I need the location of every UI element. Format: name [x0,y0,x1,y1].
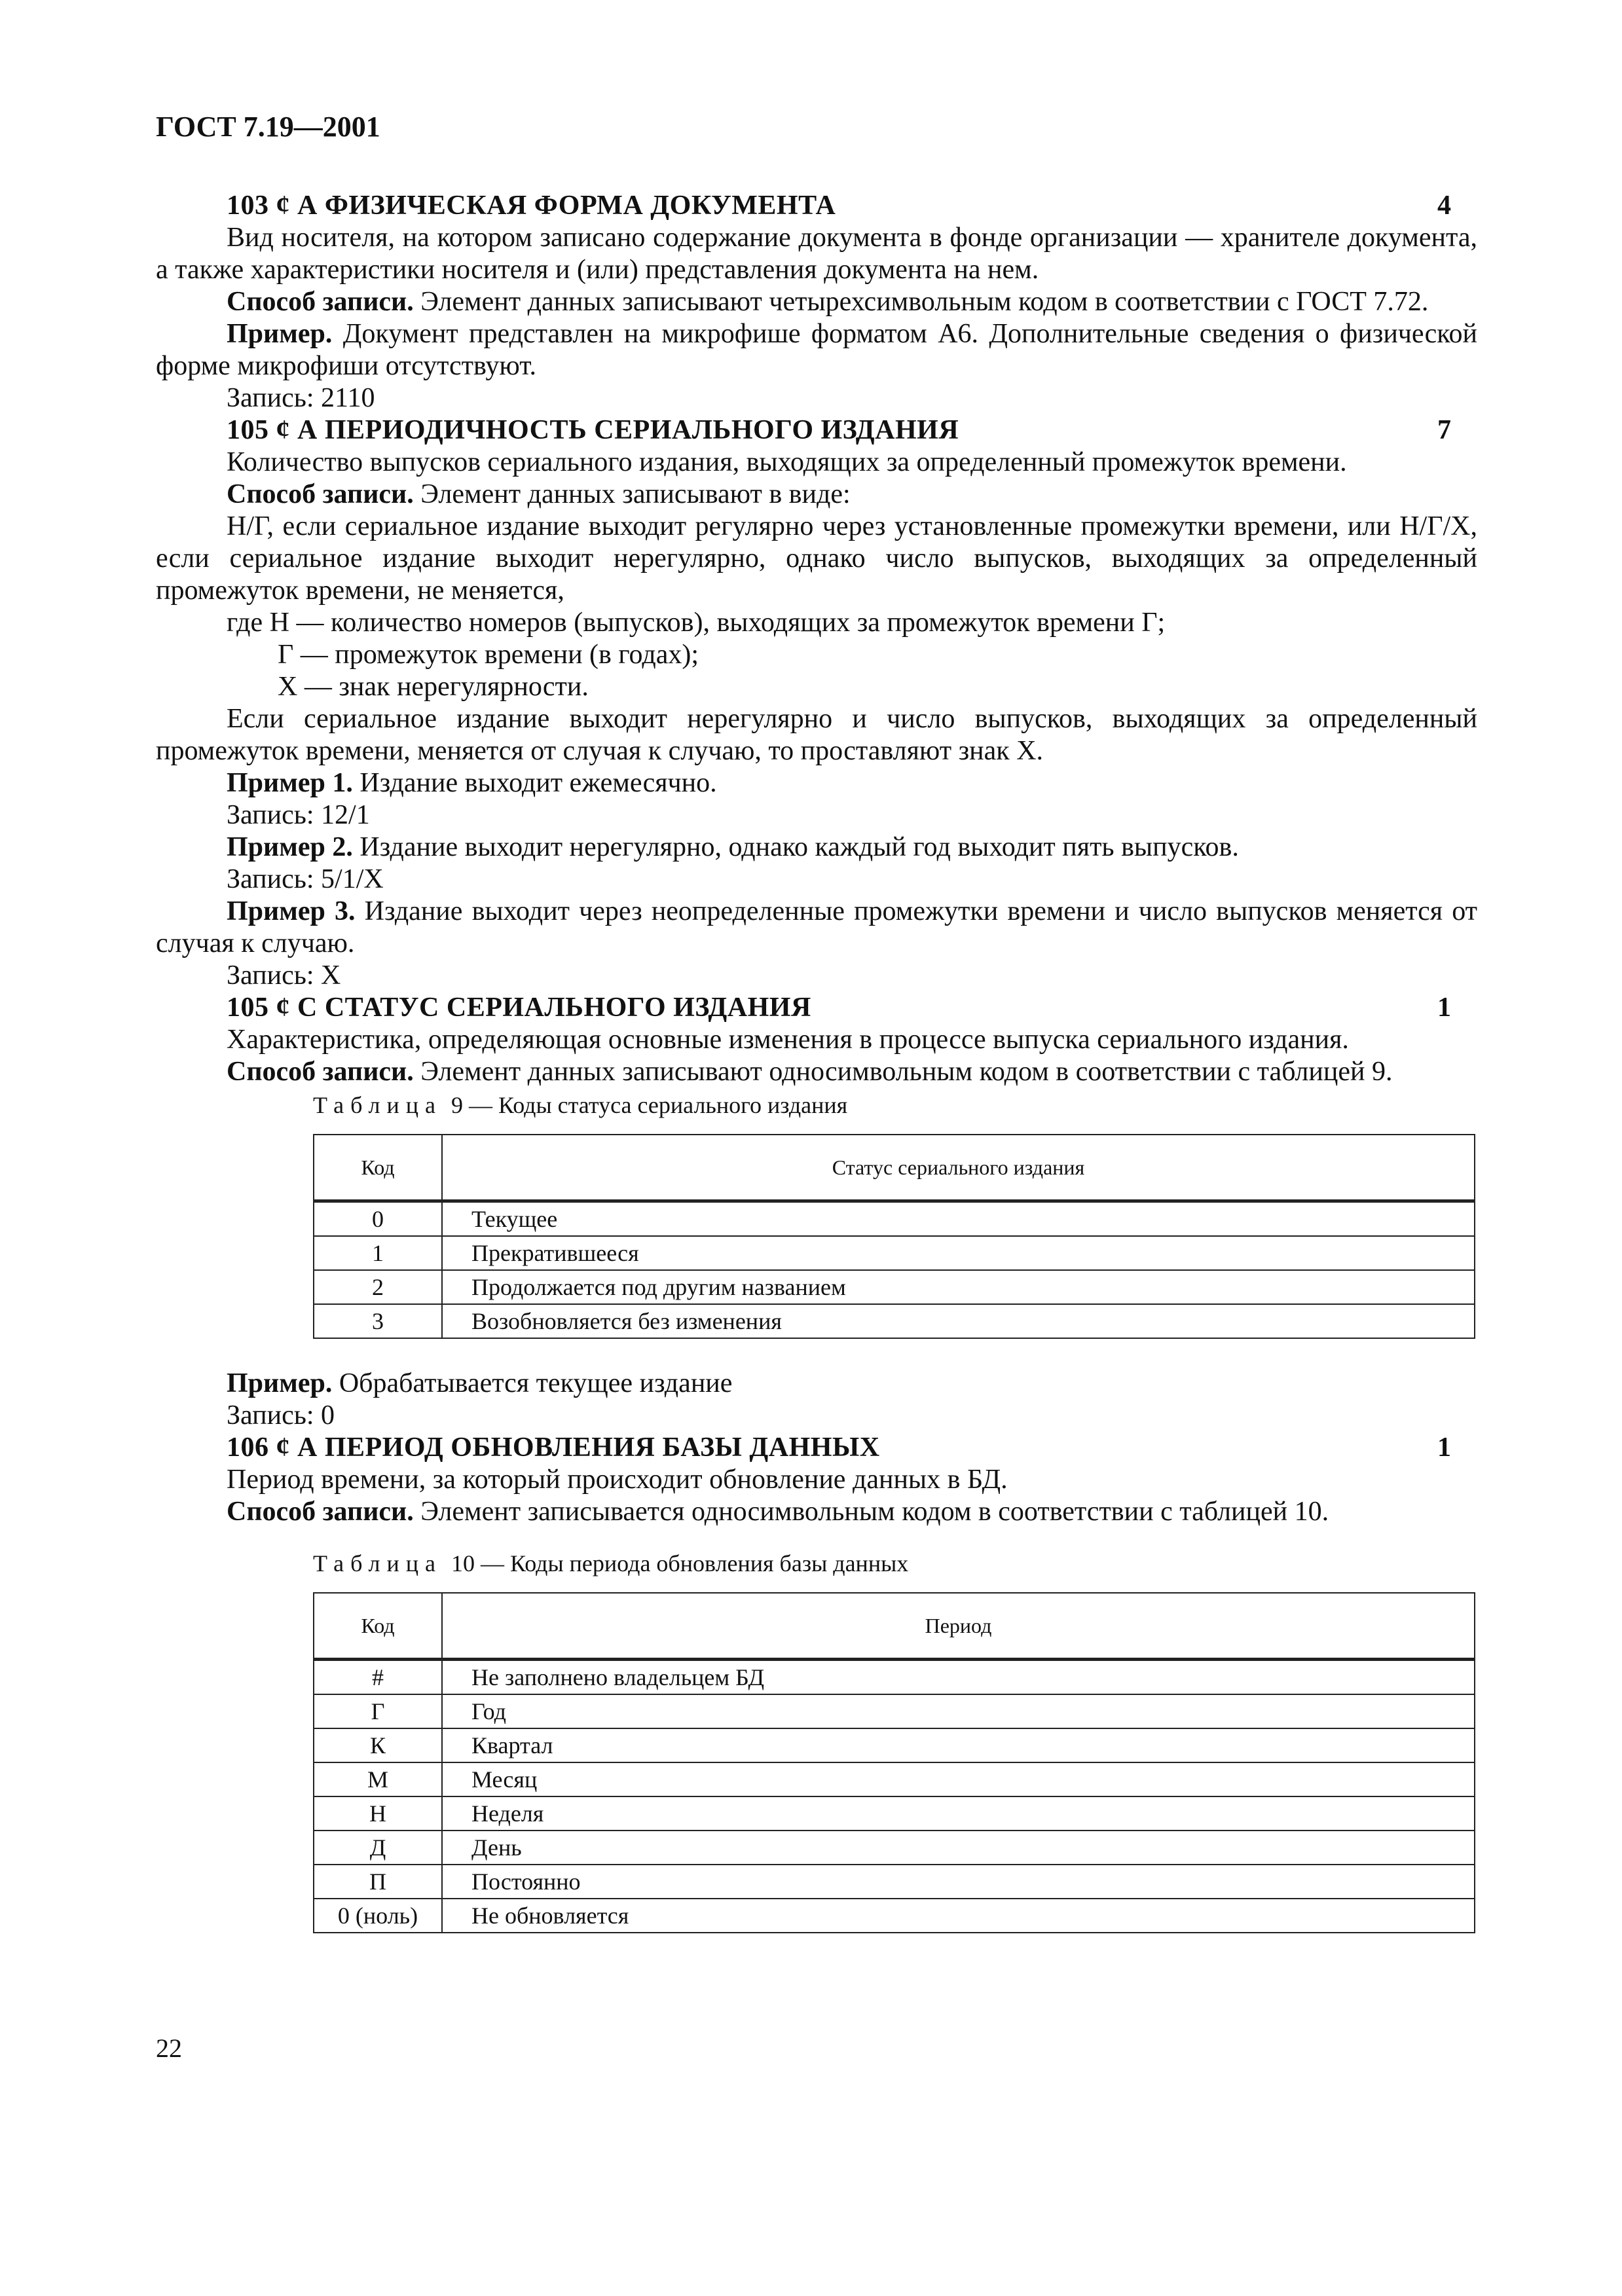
table-cell-name: Неделя [442,1796,1475,1831]
definition-line: Г — промежуток времени (в годах); [278,640,699,670]
method-paragraph [156,1056,1477,1088]
table-caption [313,1091,1477,1120]
record-line: Запись: 2110 [227,383,375,413]
element-title: 105 ¢ А ПЕРИОДИЧНОСТЬ СЕРИАЛЬНОГО ИЗДАНИЯ [227,415,959,445]
example-label: Пример 1. [227,768,353,798]
table-cell-name: Прекратившееся [442,1236,1475,1270]
table-row [314,1304,1475,1338]
table-row [314,1236,1475,1270]
example-paragraph [156,767,1477,799]
element-title: 106 ¢ А ПЕРИОД ОБНОВЛЕНИЯ БАЗЫ ДАННЫХ [227,1432,880,1463]
table-cell-name: Не заполнено владельцем БД [442,1660,1475,1695]
table-cell-code: М [314,1762,442,1796]
record-line: Запись: 5/1/Х [227,864,384,894]
table-cell-name: День [442,1831,1475,1865]
example-label: Пример. [227,319,333,349]
example-label: Пример 2. [227,832,353,862]
element-length: 4 [1437,191,1451,221]
table-cell-code: П [314,1865,442,1899]
table-cell-code: Д [314,1831,442,1865]
example-text: Издание выходит ежемесячно. [352,768,717,798]
paragraph: Количество выпусков сериального издания, выходящих за определенный промежуток времени. [227,447,1347,477]
paragraph: Период времени, за который происходит обновление данных в БД. [227,1465,1008,1495]
table-cell-name: Возобновляется без изменения [442,1304,1475,1338]
example-text: Обрабатывается текущее издание [332,1368,733,1398]
table-cell-code: К [314,1728,442,1762]
method-paragraph [156,286,1477,318]
record-line: Запись: 12/1 [227,800,370,830]
paragraph: Вид носителя, на котором записано содержание документа в фонде организации — хранителе документа, а также характеристики носителя и (или) представления документа на нем. [156,223,1477,285]
table-cell-code: 0 (ноль) [314,1899,442,1933]
table-cell-name: Текущее [442,1201,1475,1237]
table-cell-code: Г [314,1694,442,1728]
example-text: Документ представлен на микрофише форматом А6. Дополнительные сведения о физической форме микрофиши отсутствуют. [156,319,1477,381]
element-heading-106 [156,1432,1477,1464]
table-cell-name: Квартал [442,1728,1475,1762]
example-label: Пример 3. [227,896,356,926]
column-header: Статус сериального издания [442,1135,1475,1201]
element-heading-105a [156,414,1477,446]
element-heading-103 [156,190,1477,222]
element-length: 1 [1437,1432,1451,1463]
method-label: Способ записи. [227,1057,414,1087]
method-label: Способ записи. [227,1497,414,1527]
table-cell-code: Н [314,1796,442,1831]
method-text: Элемент данных записывают в виде: [413,479,851,509]
table-row [314,1899,1475,1933]
element-title: 105 ¢ С СТАТУС СЕРИАЛЬНОГО ИЗДАНИЯ [227,993,811,1023]
method-label: Способ записи. [227,479,414,509]
method-text: Элемент записывается односимвольным кодом в соответствии с таблицей 10. [413,1497,1329,1527]
element-length: 1 [1437,993,1451,1023]
column-header: Период [442,1593,1475,1660]
table-title: 9 — Коды статуса сериального издания [451,1092,848,1118]
table-cell-name: Продолжается под другим названием [442,1270,1475,1304]
table-header-row [314,1593,1475,1660]
example-text: Издание выходит через неопределенные промежутки времени и число выпусков меняется от случая к случаю. [156,896,1478,958]
example-paragraph [156,1368,1477,1400]
update-period-table [313,1592,1475,1933]
table-label: Таблица [313,1550,442,1576]
paragraph: Если сериальное издание выходит нерегулярно и число выпусков, выходящих за определенный промежуток времени, меняется от случая к случаю, то проставляют знак Х. [156,704,1477,766]
paragraph: Характеристика, определяющая основные изменения в процессе выпуска сериального издания. [227,1025,1349,1055]
table-row [314,1831,1475,1865]
table-header-row [314,1135,1475,1201]
table-row [314,1728,1475,1762]
table-row [314,1694,1475,1728]
definition-line: где Н — количество номеров (выпусков), выходящих за промежуток времени Г; [227,608,1166,638]
element-title: 103 ¢ А ФИЗИЧЕСКАЯ ФОРМА ДОКУМЕНТА [227,191,836,221]
table-title: 10 — Коды периода обновления базы данных [451,1550,909,1576]
table-cell-name: Месяц [442,1762,1475,1796]
table-cell-code: 0 [314,1201,442,1237]
table-cell-name: Год [442,1694,1475,1728]
column-header: Код [314,1135,442,1201]
table-caption [313,1549,1477,1578]
table-row [314,1762,1475,1796]
page-content [156,190,1477,1933]
method-text: Элемент данных записывают односимвольным кодом в соответствии с таблицей 9. [413,1057,1393,1087]
table-cell-code: # [314,1660,442,1695]
paragraph: Н/Г, если сериальное издание выходит регулярно через установленные промежутки времени, или Н/Г/Х, если сериальное издание выходит нерегулярно, однако число выпусков, выходящих за определенный промежуток времени, не меняется, [156,511,1477,606]
method-paragraph [156,1496,1477,1528]
column-header: Код [314,1593,442,1660]
table-row [314,1660,1475,1695]
example-paragraph [156,318,1477,382]
table-cell-code: 2 [314,1270,442,1304]
example-label: Пример. [227,1368,333,1398]
table-row [314,1865,1475,1899]
page-number: 22 [156,2033,182,2063]
document-header: ГОСТ 7.19—2001 [156,111,380,143]
example-paragraph [156,831,1477,864]
status-table [313,1134,1475,1339]
method-text: Элемент данных записывают четырехсимвольным кодом в соответствии с ГОСТ 7.72. [413,287,1429,317]
record-line: Запись: 0 [227,1400,335,1430]
element-length: 7 [1437,415,1451,445]
table-row [314,1270,1475,1304]
definition-line: Х — знак нерегулярности. [278,672,589,702]
table-cell-name: Постоянно [442,1865,1475,1899]
element-heading-105c [156,992,1477,1024]
table-row [314,1796,1475,1831]
table-cell-code: 3 [314,1304,442,1338]
method-paragraph [156,479,1477,511]
method-label: Способ записи. [227,287,414,317]
example-paragraph [156,896,1477,960]
table-row [314,1201,1475,1237]
example-text: Издание выходит нерегулярно, однако каждый год выходит пять выпусков. [352,832,1239,862]
table-label: Таблица [313,1092,442,1118]
record-line: Запись: Х [227,960,341,991]
table-cell-name: Не обновляется [442,1899,1475,1933]
table-cell-code: 1 [314,1236,442,1270]
